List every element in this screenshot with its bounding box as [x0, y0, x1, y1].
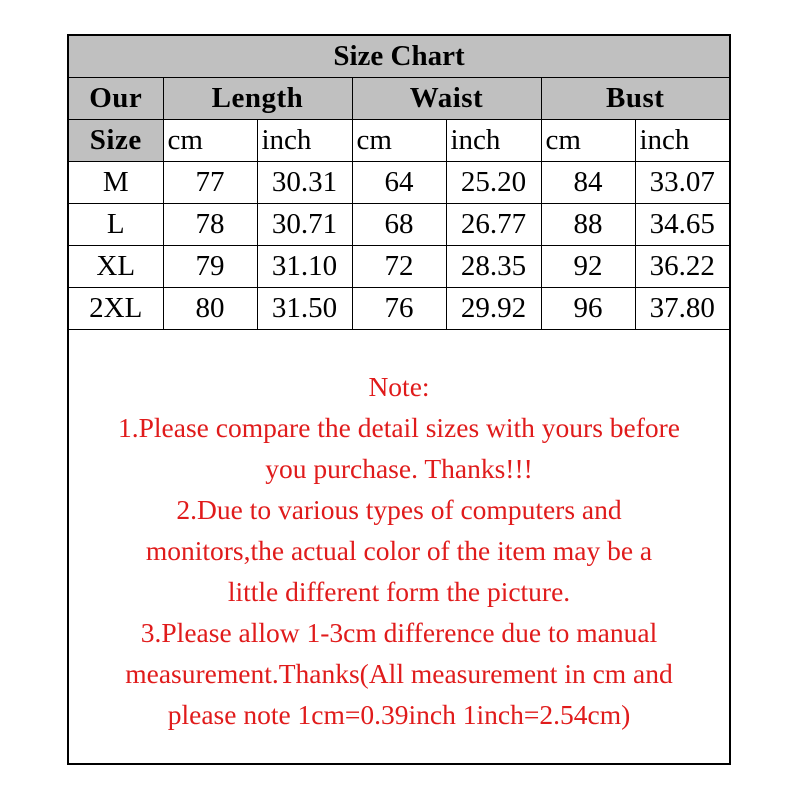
- unit-cell: inch: [635, 120, 729, 162]
- table-cell: 96: [541, 288, 635, 330]
- table-cell: 76: [352, 288, 446, 330]
- size-chart-frame: [67, 34, 731, 765]
- table-cell: 78: [163, 204, 257, 246]
- waist-header: Waist: [352, 78, 541, 120]
- table-cell: 33.07: [635, 162, 729, 204]
- note-line: 1.Please compare the detail sizes with yours before: [117, 412, 681, 443]
- table-cell: 68: [352, 204, 446, 246]
- table-cell: 34.65: [635, 204, 729, 246]
- note-line: you purchase. Thanks!!!: [265, 453, 533, 484]
- unit-header-row: [69, 120, 729, 162]
- table-cell: 30.71: [257, 204, 352, 246]
- unit-cell: cm: [541, 120, 635, 162]
- table-cell: 80: [163, 288, 257, 330]
- size-label: XL: [69, 246, 163, 288]
- note-line: measurement.Thanks(All measurement in cm and: [125, 658, 673, 689]
- table-cell: 25.20: [446, 162, 541, 204]
- size-label: 2XL: [69, 288, 163, 330]
- note-line: 3.Please allow 1-3cm difference due to manual: [140, 617, 658, 648]
- size-label: L: [69, 204, 163, 246]
- length-header: Length: [163, 78, 352, 120]
- note-line: little different form the picture.: [227, 576, 571, 607]
- table-row: [69, 162, 729, 204]
- table-cell: 26.77: [446, 204, 541, 246]
- size-header-bottom: Size: [69, 120, 163, 162]
- table-cell: 31.10: [257, 246, 352, 288]
- table-row: [69, 288, 729, 330]
- table-cell: 72: [352, 246, 446, 288]
- note-heading: Note:: [368, 371, 430, 402]
- table-row: [69, 246, 729, 288]
- title-row: [69, 36, 729, 78]
- table-cell: 77: [163, 162, 257, 204]
- note-line: please note 1cm=0.39inch 1inch=2.54cm): [167, 699, 631, 730]
- table-cell: 37.80: [635, 288, 729, 330]
- table-row: [69, 204, 729, 246]
- table-cell: 79: [163, 246, 257, 288]
- unit-cell: inch: [257, 120, 352, 162]
- table-cell: 84: [541, 162, 635, 204]
- table-cell: 30.31: [257, 162, 352, 204]
- table-cell: 29.92: [446, 288, 541, 330]
- note-block: [69, 366, 729, 735]
- table-cell: 28.35: [446, 246, 541, 288]
- table-cell: 36.22: [635, 246, 729, 288]
- group-header-row: [69, 78, 729, 120]
- note-line: monitors,the actual color of the item may be a: [145, 535, 653, 566]
- table-cell: 31.50: [257, 288, 352, 330]
- size-chart-table: [69, 36, 729, 330]
- size-header-top: Our: [69, 78, 163, 120]
- chart-title: Size Chart: [69, 36, 729, 78]
- size-label: M: [69, 162, 163, 204]
- unit-cell: inch: [446, 120, 541, 162]
- table-cell: 92: [541, 246, 635, 288]
- table-cell: 88: [541, 204, 635, 246]
- unit-cell: cm: [352, 120, 446, 162]
- unit-cell: cm: [163, 120, 257, 162]
- table-cell: 64: [352, 162, 446, 204]
- bust-header: Bust: [541, 78, 729, 120]
- note-line: 2.Due to various types of computers and: [176, 494, 622, 525]
